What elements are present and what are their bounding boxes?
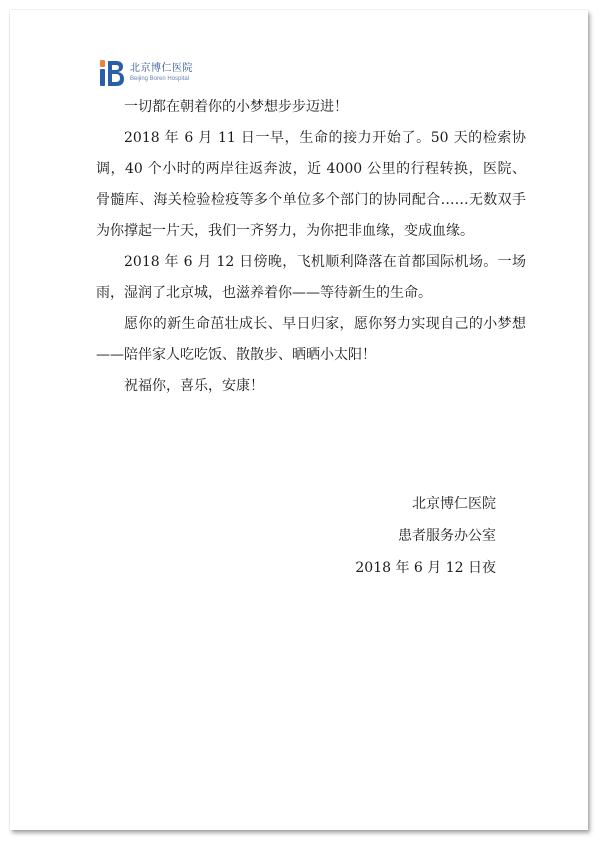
signature-office: 患者服务办公室 xyxy=(398,528,496,544)
letter-paragraph: 2018 年 6 月 11 日一早，生命的接力开始了。50 天的检索协调，40 个小时的两岸往返奔波，近 4000 公里的行程转换，医院、骨髓库、海关检验检疫等多个单位多个部门的协同配合……无数双手为你撑起一片天，我们一齐努力，为你把非血缘，变成血缘。 xyxy=(96,130,526,239)
hospital-logo-name-en: Beijing Boren Hospital xyxy=(130,76,190,82)
signature-date: 2018 年 6 月 12 日夜 xyxy=(355,560,496,576)
letter-paragraph: 2018 年 6 月 12 日傍晚，飞机顺利降落在首都国际机场。一场雨，湿润了北京城，也滋养着你——等待新生的生命。 xyxy=(96,254,526,301)
hospital-logo-text xyxy=(130,63,193,83)
hospital-logo xyxy=(98,56,193,90)
signature-block xyxy=(355,488,496,584)
hospital-logo-name-cn: 北京博仁医院 xyxy=(130,63,193,74)
letter-paragraph: 祝福你，喜乐，安康！ xyxy=(124,378,264,394)
letter-page xyxy=(10,10,588,830)
hospital-logo-icon xyxy=(98,58,126,88)
letter-paragraph: 一切都在朝着你的小梦想步步迈进！ xyxy=(124,99,348,115)
letter-body xyxy=(96,92,526,402)
letter-paragraph: 愿你的新生命茁壮成长、早日归家，愿你努力实现自己的小梦想——陪伴家人吃吃饭、散散步、晒晒小太阳！ xyxy=(96,316,526,363)
signature-hospital: 北京博仁医院 xyxy=(412,496,496,512)
